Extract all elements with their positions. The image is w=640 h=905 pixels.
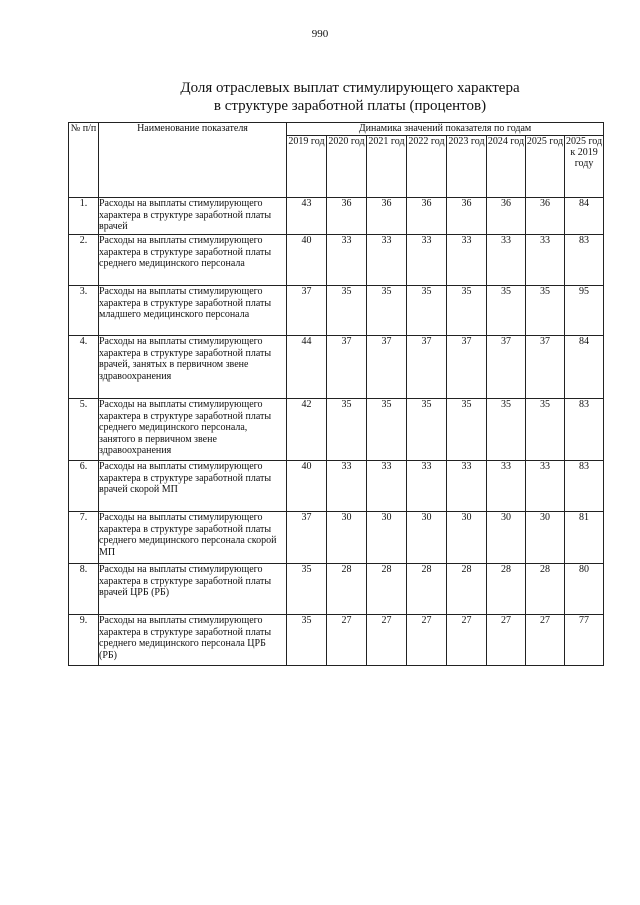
year-header: 2019 год — [287, 136, 327, 198]
value-cell: 27 — [526, 615, 565, 666]
title-line-2: в структуре заработной платы (процентов) — [213, 98, 487, 114]
value-cell: 28 — [487, 564, 526, 615]
row-number: 9. — [69, 615, 99, 666]
value-cell: 33 — [447, 461, 487, 512]
table-row — [69, 564, 604, 615]
year-header: 2024 год — [487, 136, 526, 198]
value-cell: 35 — [367, 399, 407, 461]
value-cell: 33 — [367, 461, 407, 512]
value-cell: 84 — [565, 198, 604, 235]
value-cell: 36 — [407, 198, 447, 235]
value-cell: 30 — [407, 512, 447, 564]
value-cell: 37 — [447, 336, 487, 399]
table-row — [69, 198, 604, 235]
value-cell: 84 — [565, 336, 604, 399]
row-number: 1. — [69, 198, 99, 235]
row-number: 3. — [69, 286, 99, 336]
row-number: 7. — [69, 512, 99, 564]
table-row — [69, 336, 604, 399]
value-cell: 35 — [447, 286, 487, 336]
value-cell: 30 — [487, 512, 526, 564]
value-cell: 33 — [407, 461, 447, 512]
value-cell: 35 — [327, 399, 367, 461]
value-cell: 35 — [526, 286, 565, 336]
table-row — [69, 286, 604, 336]
indicator-name: Расходы на выплаты стимулирующего характера в структуре заработной платы среднего медицинского персонала ЦРБ (РБ) — [99, 615, 287, 666]
value-cell: 80 — [565, 564, 604, 615]
value-cell: 37 — [407, 336, 447, 399]
value-cell: 28 — [327, 564, 367, 615]
value-cell: 27 — [407, 615, 447, 666]
indicator-name: Расходы на выплаты стимулирующего характера в структуре заработной платы врачей — [99, 198, 287, 235]
indicator-name: Расходы на выплаты стимулирующего характера в структуре заработной платы врачей скорой МП — [99, 461, 287, 512]
value-cell: 33 — [327, 461, 367, 512]
value-cell: 35 — [367, 286, 407, 336]
value-cell: 33 — [487, 461, 526, 512]
row-number: 4. — [69, 336, 99, 399]
value-cell: 37 — [487, 336, 526, 399]
value-cell: 37 — [526, 336, 565, 399]
column-header-dynamics: Динамика значений показателя по годам — [287, 123, 604, 136]
value-cell: 43 — [287, 198, 327, 235]
row-number: 6. — [69, 461, 99, 512]
value-cell: 36 — [327, 198, 367, 235]
indicator-name: Расходы на выплаты стимулирующего характера в структуре заработной платы среднего медицинского персонала скорой МП — [99, 512, 287, 564]
value-cell: 83 — [565, 235, 604, 286]
indicator-name: Расходы на выплаты стимулирующего характера в структуре заработной платы младшего медицинского персонала — [99, 286, 287, 336]
year-header: 2022 год — [407, 136, 447, 198]
page-number: 990 — [311, 28, 329, 40]
value-cell: 35 — [526, 399, 565, 461]
value-cell: 35 — [287, 615, 327, 666]
table-row — [69, 399, 604, 461]
value-cell: 37 — [367, 336, 407, 399]
value-cell: 35 — [447, 399, 487, 461]
value-cell: 27 — [367, 615, 407, 666]
year-header: 2020 год — [327, 136, 367, 198]
value-cell: 40 — [287, 235, 327, 286]
value-cell: 44 — [287, 336, 327, 399]
value-cell: 35 — [287, 564, 327, 615]
value-cell: 83 — [565, 461, 604, 512]
value-cell: 35 — [407, 286, 447, 336]
value-cell: 33 — [447, 235, 487, 286]
value-cell: 42 — [287, 399, 327, 461]
value-cell: 30 — [447, 512, 487, 564]
title-line-1: Доля отраслевых выплат стимулирующего характера — [180, 80, 520, 96]
value-cell: 27 — [487, 615, 526, 666]
value-cell: 35 — [407, 399, 447, 461]
column-header-number: № п/п — [69, 123, 99, 198]
table-row — [69, 235, 604, 286]
value-cell: 33 — [487, 235, 526, 286]
row-number: 8. — [69, 564, 99, 615]
value-cell: 36 — [447, 198, 487, 235]
value-cell: 27 — [447, 615, 487, 666]
table-row — [69, 512, 604, 564]
indicator-name: Расходы на выплаты стимулирующего характера в структуре заработной платы врачей, занятых в первичном звене здравоохранения — [99, 336, 287, 399]
value-cell: 30 — [526, 512, 565, 564]
indicator-name: Расходы на выплаты стимулирующего характера в структуре заработной платы врачей ЦРБ (РБ) — [99, 564, 287, 615]
value-cell: 33 — [407, 235, 447, 286]
value-cell: 81 — [565, 512, 604, 564]
value-cell: 33 — [526, 235, 565, 286]
table-row — [69, 615, 604, 666]
value-cell: 28 — [367, 564, 407, 615]
value-cell: 36 — [487, 198, 526, 235]
value-cell: 28 — [526, 564, 565, 615]
value-cell: 83 — [565, 399, 604, 461]
value-cell: 30 — [367, 512, 407, 564]
value-cell: 37 — [287, 286, 327, 336]
value-cell: 77 — [565, 615, 604, 666]
row-number: 2. — [69, 235, 99, 286]
indicators-table — [68, 122, 604, 666]
value-cell: 36 — [526, 198, 565, 235]
table-row — [69, 461, 604, 512]
value-cell: 95 — [565, 286, 604, 336]
value-cell: 33 — [367, 235, 407, 286]
year-header: 2025 год к 2019 году — [565, 136, 604, 198]
value-cell: 35 — [487, 286, 526, 336]
year-header: 2023 год — [447, 136, 487, 198]
column-header-name: Наименование показателя — [99, 123, 287, 198]
value-cell: 33 — [526, 461, 565, 512]
row-number: 5. — [69, 399, 99, 461]
value-cell: 28 — [447, 564, 487, 615]
value-cell: 28 — [407, 564, 447, 615]
value-cell: 37 — [327, 336, 367, 399]
value-cell: 35 — [327, 286, 367, 336]
value-cell: 27 — [327, 615, 367, 666]
indicator-name: Расходы на выплаты стимулирующего характера в структуре заработной платы среднего медицинского персонала, занятого в первичном звене здравоохранения — [99, 399, 287, 461]
value-cell: 37 — [287, 512, 327, 564]
value-cell: 40 — [287, 461, 327, 512]
indicator-name: Расходы на выплаты стимулирующего характера в структуре заработной платы среднего медицинского персонала — [99, 235, 287, 286]
value-cell: 35 — [487, 399, 526, 461]
value-cell: 33 — [327, 235, 367, 286]
document-title — [0, 79, 640, 115]
value-cell: 30 — [327, 512, 367, 564]
value-cell: 36 — [367, 198, 407, 235]
year-header: 2025 год — [526, 136, 565, 198]
year-header: 2021 год — [367, 136, 407, 198]
